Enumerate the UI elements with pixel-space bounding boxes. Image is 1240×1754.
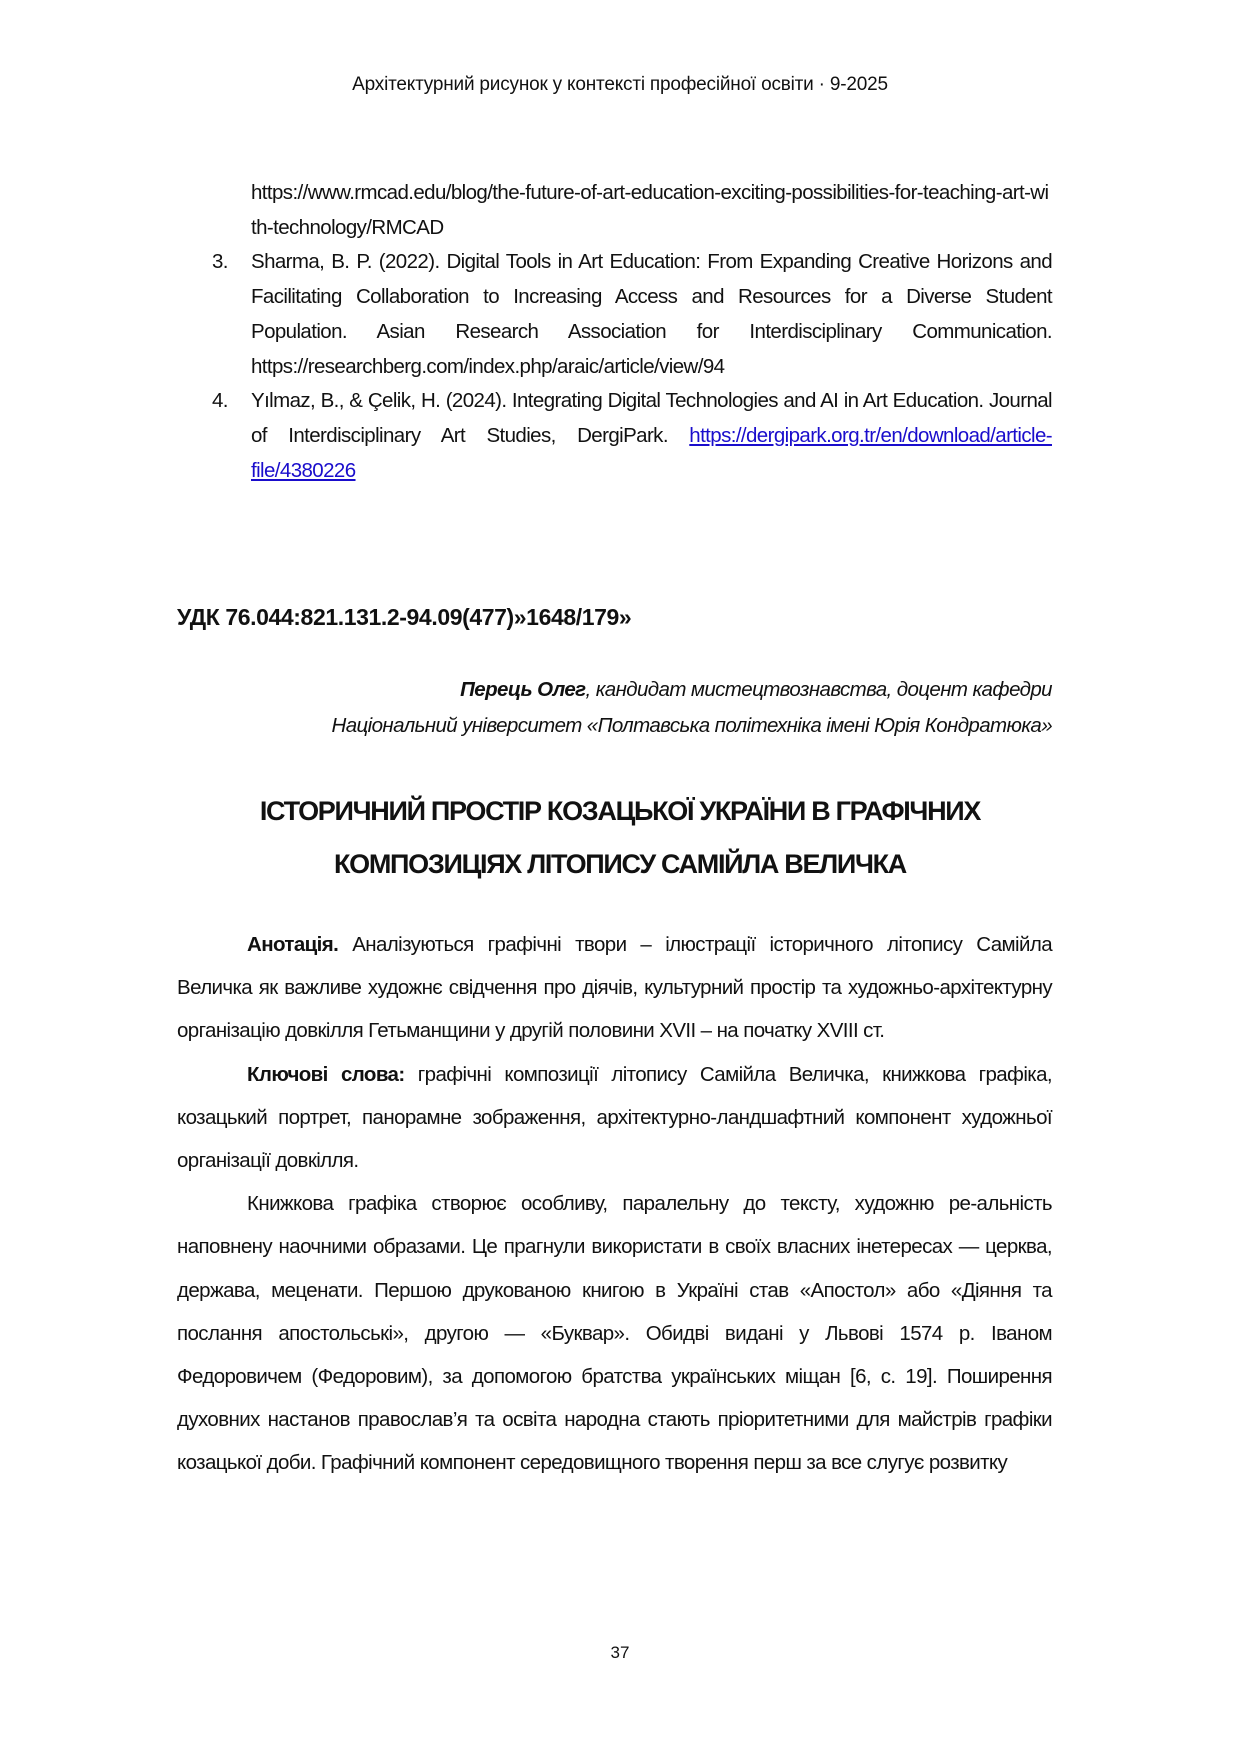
reference-body <box>251 384 1052 488</box>
reference-text: Sharma, B. P. (2022). Digital Tools in Art Education: From Expanding Creative Horizons and Facilitating Collaboration to Increasing Access and Resources for a Diverse Student Population. Asian Research Association for Interdisciplinary Communication. https://researchberg.com/index.php/araic/article/view/94 <box>251 250 1052 378</box>
author-line <box>177 672 1052 708</box>
title-line-2: КОМПОЗИЦІЯХ ЛІТОПИСУ САМІЙЛА ВЕЛИЧКА <box>333 849 907 879</box>
author-block <box>177 672 1052 744</box>
reference-list <box>212 176 1052 488</box>
page-number: 37 <box>610 1643 630 1662</box>
reference-text: Yılmaz, B., & Çelik, H. (2024). Integrating Digital Technologies and AI in Art Education. Journal of Interdisciplinary Art Studies, DergiPark. <box>251 389 1052 447</box>
keywords-label: Ключові слова: <box>247 1062 405 1086</box>
reference-url-text: https://www.rmcad.edu/blog/the-future-of-art-education-exciting-possibilities-for-teaching-art-with-technology/RMCAD <box>251 181 1049 239</box>
reference-number: 3. <box>212 250 228 274</box>
author-affiliation: Національний університет «Полтавська політехніка імені Юрія Кондратюка» <box>331 714 1052 737</box>
reference-item <box>212 245 1052 384</box>
udc-code: УДК 76.044:821.131.2-94.09(477)»1648/179» <box>177 604 632 630</box>
abstract-text: Аналізуються графічні твори – ілюстрації історичного літопису Самійла Величка як важливе художнє свідчення про діячів, культурний простір та художньо-архітектурну організацію довкілля Гетьманщини у другій половини XVII – на початку XVIII ст. <box>177 933 1052 1043</box>
title-line-1: ІСТОРИЧНИЙ ПРОСТІР КОЗАЦЬКОЇ УКРАЇНИ В ГРАФІЧНИХ <box>259 796 981 826</box>
reference-continuation <box>212 176 1052 245</box>
author-name: Перець Олег <box>460 678 586 701</box>
article-body <box>177 923 1052 1485</box>
reference-link[interactable]: https://dergipark.org.tr/en/download/article-file/4380226 <box>251 423 1052 482</box>
reference-number: 4. <box>212 389 228 413</box>
abstract-paragraph <box>177 923 1052 1053</box>
reference-item <box>212 384 1052 488</box>
keywords-paragraph <box>177 1053 1052 1183</box>
running-header: Архітектурний рисунок у контексті професійної освіти · 9-2025 <box>352 74 888 95</box>
abstract-label: Анотація. <box>247 933 339 956</box>
keywords-text: графічні композиції літопису Самійла Величка, книжкова графіка, козацький портрет, панорамне зображення, архітектурно-ландшафтний компонент художньої організації довкілля. <box>177 1062 1052 1173</box>
author-role: , кандидат мистецтвознавства, доцент кафедри <box>585 678 1052 701</box>
article-title <box>140 785 1100 891</box>
body-paragraph: Книжкова графіка створює особливу, паралельну до тексту, художню ре-альність наповнену наочними образами. Це прагнули використати в своїх власних інетересах — церква, держава, меценати. Першою друкованою книгою в Україні став «Апостол» або «Діяння та послання апостольські», другою — «Буквар». Обидві видані у Львові 1574 р. Іваном Федоровичем (Федоровим), за допомогою братства українських міщан [6, с. 19]. Поширення духовних настанов православ’я та освіта народна стають пріоритетними для майстрів графіки козацької доби. Графічний компонент середовищного творення перш за все слугує розвитку <box>177 1192 1052 1475</box>
